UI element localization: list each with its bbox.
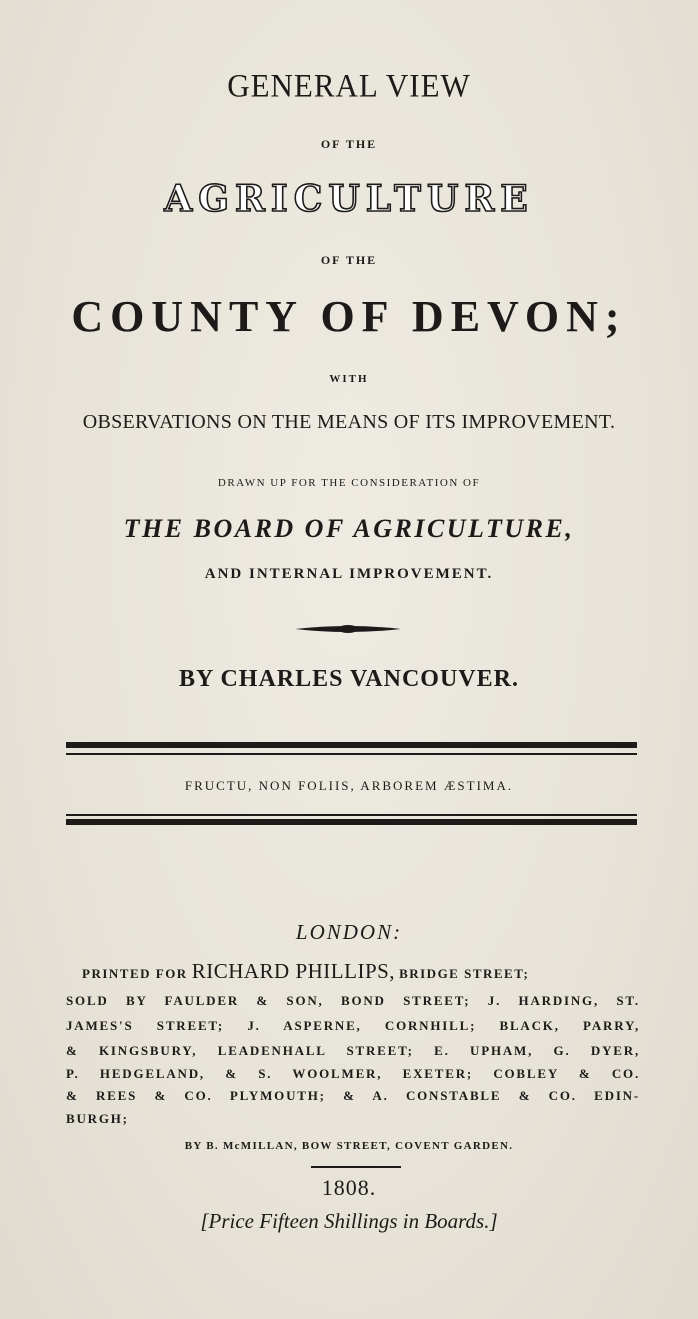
sold-by-line-2: JAMES'S STREET; J. ASPERNE, CORNHILL; BLACK, PARRY, xyxy=(66,1018,640,1033)
sold-by-line-4: P. HEDGELAND, & S. WOOLMER, EXETER; COBLEY & CO. xyxy=(66,1066,640,1081)
sold-by-line-3: & KINGSBURY, LEADENHALL STREET; E. UPHAM, G. DYER, xyxy=(66,1043,640,1058)
publication-year: 1808. xyxy=(321,1175,377,1200)
author-line: BY CHARLES VANCOUVER. xyxy=(179,666,519,692)
title-agriculture: AGRICULTURE xyxy=(164,178,534,220)
publisher-name: RICHARD PHILLIPS, xyxy=(191,959,396,983)
internal-improvement: AND INTERNAL IMPROVEMENT. xyxy=(204,566,494,582)
price-line: [Price Fifteen Shillings in Boards.] xyxy=(200,1209,498,1233)
drawn-up-line: DRAWN UP FOR THE CONSIDERATION OF xyxy=(217,477,481,489)
of-the-2: OF THE xyxy=(320,253,378,267)
sold-by-line-1: SOLD BY FAULDER & SON, BOND STREET; J. HARDING, ST. xyxy=(66,993,640,1008)
ornament-dash-icon xyxy=(295,622,401,636)
publisher-address: BRIDGE STREET; xyxy=(399,966,530,981)
rule-thick-bottom xyxy=(66,819,637,825)
latin-motto: FRUCTU, NON FOLIIS, ARBOREM ÆSTIMA. xyxy=(184,778,514,793)
rule-thin-top xyxy=(66,753,637,755)
subtitle-observations: OBSERVATIONS ON THE MEANS OF ITS IMPROVEMENT. xyxy=(82,411,616,433)
board-of-agriculture: THE BOARD OF AGRICULTURE, xyxy=(123,514,575,543)
with-label: WITH xyxy=(329,373,369,385)
sold-by-line-5: & REES & CO. PLYMOUTH; & A. CONSTABLE & CO. EDIN- xyxy=(66,1088,640,1103)
rule-thin-bottom xyxy=(66,814,637,816)
sold-by-line-6: BURGH; xyxy=(66,1111,129,1126)
rule-thick-top xyxy=(66,742,637,748)
of-the-1: OF THE xyxy=(320,137,378,151)
printed-for-label: PRINTED FOR xyxy=(82,966,188,981)
printer-line: BY B. McMILLAN, BOW STREET, COVENT GARDEN. xyxy=(184,1140,514,1152)
printed-for-line xyxy=(82,959,622,984)
imprint-city: LONDON: xyxy=(295,920,403,944)
short-rule xyxy=(311,1166,401,1168)
title-county-of-devon: COUNTY OF DEVON; xyxy=(71,292,627,341)
title-general-view: GENERAL VIEW xyxy=(227,67,471,104)
